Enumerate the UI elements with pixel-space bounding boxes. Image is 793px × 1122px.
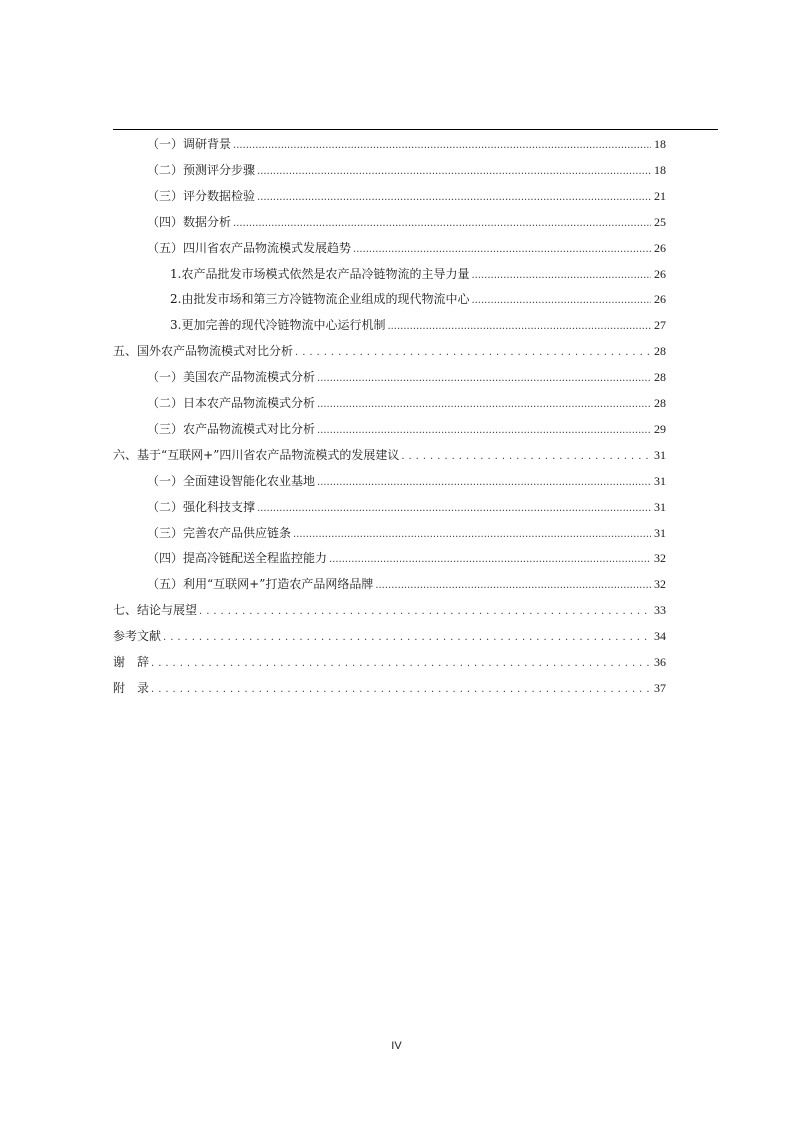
toc-entry[interactable] bbox=[0, 548, 666, 568]
toc-dot-leader bbox=[329, 550, 651, 570]
toc-entry[interactable] bbox=[0, 341, 666, 361]
toc-entry-title: 六、基于“互联网+”四川省农产品物流模式的发展建议 bbox=[113, 447, 400, 462]
toc-entry[interactable] bbox=[0, 523, 666, 543]
toc-entry-page-number: 25 bbox=[654, 214, 666, 229]
toc-entry[interactable] bbox=[0, 393, 666, 413]
toc-entry-title: （三）农产品物流模式对比分析 bbox=[147, 421, 316, 436]
toc-entry-page-number: 31 bbox=[654, 473, 666, 488]
toc-entry-page-number: 36 bbox=[654, 655, 666, 669]
toc-dot-leader bbox=[199, 602, 651, 622]
toc-dot-leader bbox=[317, 369, 651, 389]
toc-entry[interactable] bbox=[0, 626, 666, 646]
toc-dot-leader bbox=[257, 499, 651, 519]
toc-entry[interactable] bbox=[0, 212, 666, 232]
toc-entry[interactable] bbox=[0, 445, 666, 465]
toc-entry-page-number: 26 bbox=[654, 266, 666, 281]
toc-dot-leader bbox=[163, 628, 651, 648]
toc-entry-page-number: 26 bbox=[654, 240, 666, 255]
toc-dot-leader bbox=[257, 162, 651, 182]
toc-entry-page-number: 32 bbox=[654, 551, 666, 566]
toc-entry-title: （二）强化科技支撑 bbox=[147, 499, 256, 514]
toc-entry-title: （三）完善农产品供应链条 bbox=[147, 525, 292, 540]
toc-dot-leader bbox=[295, 343, 651, 363]
toc-entry[interactable] bbox=[0, 600, 666, 620]
toc-dot-leader bbox=[257, 188, 651, 208]
toc-entry-page-number: 31 bbox=[654, 447, 666, 462]
toc-entry[interactable] bbox=[0, 497, 666, 517]
toc-entry-page-number: 27 bbox=[654, 318, 666, 333]
toc-dot-leader bbox=[233, 214, 651, 234]
toc-entry-title: （二）预测评分步骤 bbox=[147, 162, 256, 177]
toc-dot-leader bbox=[471, 266, 651, 286]
toc-entry-title: （三）评分数据检验 bbox=[147, 188, 256, 203]
toc-entry-title: （一）调研背景 bbox=[147, 137, 232, 151]
toc-entry-page-number: 34 bbox=[654, 629, 666, 644]
toc-entry[interactable] bbox=[0, 419, 666, 439]
toc-entry-page-number: 26 bbox=[654, 292, 666, 307]
toc-entry[interactable] bbox=[0, 315, 666, 335]
toc-dot-leader bbox=[317, 395, 651, 415]
toc-entry-page-number: 31 bbox=[654, 499, 666, 514]
toc-dot-leader bbox=[471, 291, 651, 311]
toc-entry[interactable] bbox=[0, 652, 666, 672]
toc-entry-title: 2.由批发市场和第三方冷链物流企业组成的现代物流中心 bbox=[170, 292, 470, 307]
toc-dot-leader bbox=[317, 473, 651, 493]
toc-entry[interactable] bbox=[0, 574, 666, 594]
toc-dot-leader bbox=[233, 136, 651, 156]
toc-entry-page-number: 28 bbox=[654, 344, 666, 359]
toc-dot-leader bbox=[375, 576, 651, 596]
toc-entry[interactable] bbox=[0, 289, 666, 309]
toc-dot-leader bbox=[317, 421, 651, 441]
toc-entry[interactable] bbox=[0, 264, 666, 284]
toc-entry-page-number: 18 bbox=[654, 162, 666, 177]
toc-entry-title: （四）提高冷链配送全程监控能力 bbox=[147, 551, 328, 566]
toc-entry-page-number: 28 bbox=[654, 396, 666, 410]
toc-entry[interactable] bbox=[0, 678, 666, 698]
toc-entry-title: （一）全面建设智能化农业基地 bbox=[147, 473, 316, 488]
toc-entry-page-number: 31 bbox=[654, 525, 666, 540]
toc-entry-title: 3.更加完善的现代冷链物流中心运行机制 bbox=[170, 318, 386, 333]
toc-entry-page-number: 37 bbox=[654, 680, 666, 695]
toc-entry[interactable] bbox=[0, 367, 666, 387]
toc-entry-title: 五、国外农产品物流模式对比分析 bbox=[113, 344, 294, 359]
toc-entry[interactable] bbox=[0, 471, 666, 491]
toc-entry-title: 1.农产品批发市场模式依然是农产品冷链物流的主导力量 bbox=[170, 266, 470, 281]
toc-entry[interactable] bbox=[0, 134, 666, 154]
toc-entry-title: （二）日本农产品物流模式分析 bbox=[147, 396, 316, 410]
toc-entry-page-number: 18 bbox=[654, 137, 666, 151]
toc-entry-title: 参考文献 bbox=[113, 629, 162, 644]
toc-entry-page-number: 29 bbox=[654, 421, 666, 436]
toc-dot-leader bbox=[401, 447, 651, 467]
toc-entry-title: 附 录 bbox=[113, 680, 150, 695]
toc-entry[interactable] bbox=[0, 186, 666, 206]
toc-entry-title: 谢 辞 bbox=[113, 655, 150, 669]
toc-dot-leader bbox=[353, 240, 651, 260]
toc-entry-page-number: 21 bbox=[654, 188, 666, 203]
toc-entry[interactable] bbox=[0, 160, 666, 180]
toc-dot-leader bbox=[293, 525, 651, 545]
toc-entry-page-number: 32 bbox=[654, 577, 666, 592]
toc-entry[interactable] bbox=[0, 238, 666, 258]
toc-dot-leader bbox=[151, 654, 651, 674]
toc-entry-title: （四）数据分析 bbox=[147, 214, 232, 229]
toc-entry-title: 七、结论与展望 bbox=[113, 603, 198, 618]
toc-entry-title: （五）四川省农产品物流模式发展趋势 bbox=[147, 240, 352, 255]
toc-dot-leader bbox=[151, 680, 651, 700]
toc-entry-title: （一）美国农产品物流模式分析 bbox=[147, 370, 316, 385]
toc-entry-page-number: 28 bbox=[654, 370, 666, 385]
toc-entry-page-number: 33 bbox=[654, 603, 666, 618]
toc-entry-title: （五）利用“互联网+”打造农产品网络品牌 bbox=[147, 577, 374, 592]
toc-dot-leader bbox=[387, 317, 651, 337]
page-number: IV bbox=[391, 1040, 402, 1052]
